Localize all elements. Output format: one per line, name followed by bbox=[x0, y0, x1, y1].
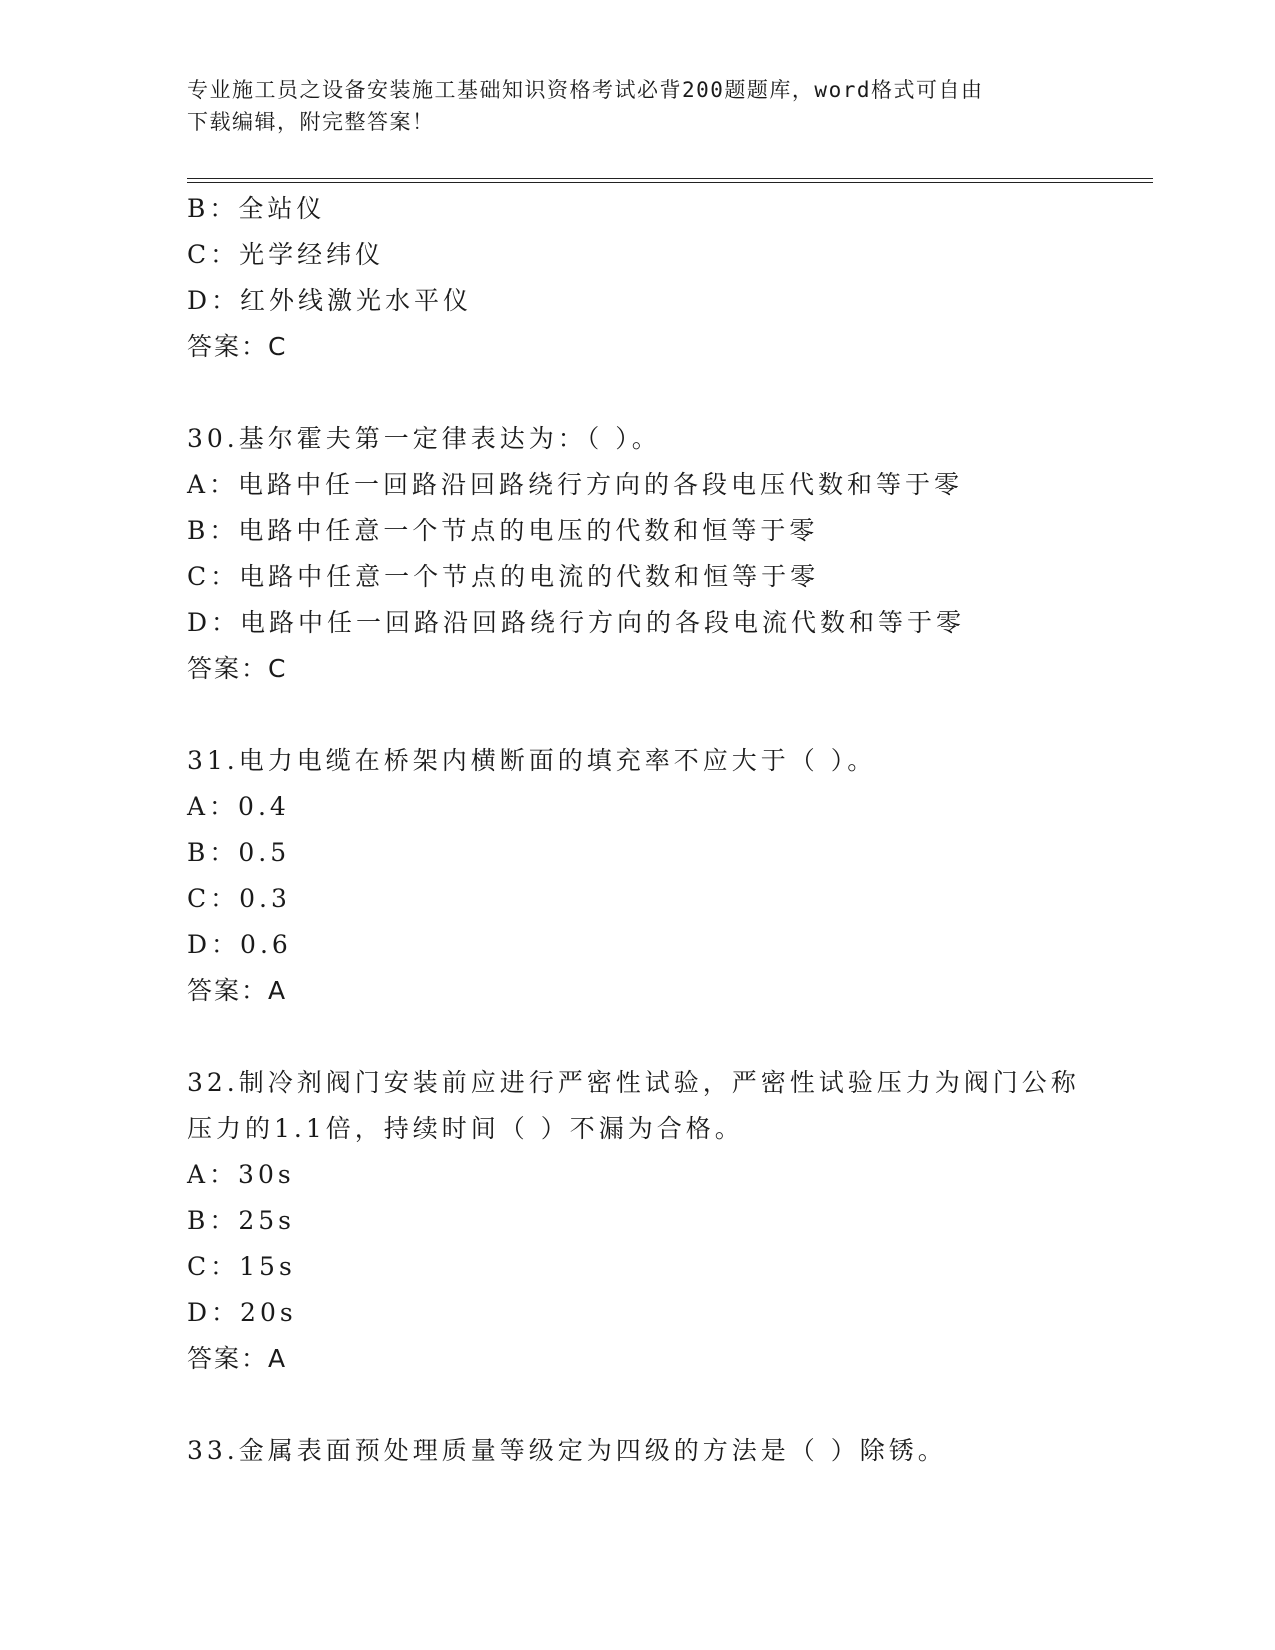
question-33 bbox=[187, 1428, 1087, 1474]
spacer bbox=[187, 1382, 1087, 1428]
option-c: C：光学经纬仪 bbox=[187, 240, 385, 269]
header-title-line-1: 专业施工员之设备安装施工基础知识资格考试必背200题题库，word格式可自由 bbox=[187, 78, 984, 102]
option-a: A：30s bbox=[187, 1160, 295, 1189]
question-stem-line-2: 压力的1.1倍，持续时间（ ）不漏为合格。 bbox=[187, 1114, 744, 1143]
question-stem: 33.金属表面预处理质量等级定为四级的方法是（ ）除锈。 bbox=[187, 1436, 947, 1465]
header-divider-bottom bbox=[187, 182, 1153, 183]
answer-text: 答案：A bbox=[187, 976, 288, 1005]
option-d: D：0.6 bbox=[187, 930, 292, 959]
option-b: B：全站仪 bbox=[187, 194, 326, 223]
spacer bbox=[187, 1014, 1087, 1060]
option-d: D：红外线激光水平仪 bbox=[187, 286, 473, 315]
header-divider-top bbox=[187, 178, 1153, 179]
spacer bbox=[187, 692, 1087, 738]
question-30 bbox=[187, 416, 1087, 692]
document-body bbox=[187, 186, 1087, 1474]
option-a: A：电路中任一回路沿回路绕行方向的各段电压代数和等于零 bbox=[187, 470, 964, 499]
option-c: C：0.3 bbox=[187, 884, 291, 913]
answer-text: 答案：A bbox=[187, 1344, 288, 1373]
option-b: B：电路中任意一个节点的电压的代数和恒等于零 bbox=[187, 516, 819, 545]
question-stem: 31.电力电缆在桥架内横断面的填充率不应大于（ ）。 bbox=[187, 746, 877, 775]
header-title-line-2: 下载编辑，附完整答案！ bbox=[187, 110, 435, 134]
question-stem-line-1: 32.制冷剂阀门安装前应进行严密性试验，严密性试验压力为阀门公称 bbox=[187, 1068, 1080, 1097]
answer-text: 答案：C bbox=[187, 332, 288, 361]
option-c: C：15s bbox=[187, 1252, 296, 1281]
question-stem: 30.基尔霍夫第一定律表达为：（ ）。 bbox=[187, 424, 661, 453]
option-b: B：0.5 bbox=[187, 838, 291, 867]
question-32 bbox=[187, 1060, 1087, 1382]
option-d: D：电路中任一回路沿回路绕行方向的各段电流代数和等于零 bbox=[187, 608, 966, 637]
option-b: B：25s bbox=[187, 1206, 296, 1235]
question-29-continued bbox=[187, 186, 1087, 370]
spacer bbox=[187, 370, 1087, 416]
question-31 bbox=[187, 738, 1087, 1014]
answer-text: 答案：C bbox=[187, 654, 288, 683]
option-c: C：电路中任意一个节点的电流的代数和恒等于零 bbox=[187, 562, 820, 591]
document-header bbox=[187, 74, 1087, 138]
option-d: D：20s bbox=[187, 1298, 297, 1327]
option-a: A：0.4 bbox=[187, 792, 290, 821]
